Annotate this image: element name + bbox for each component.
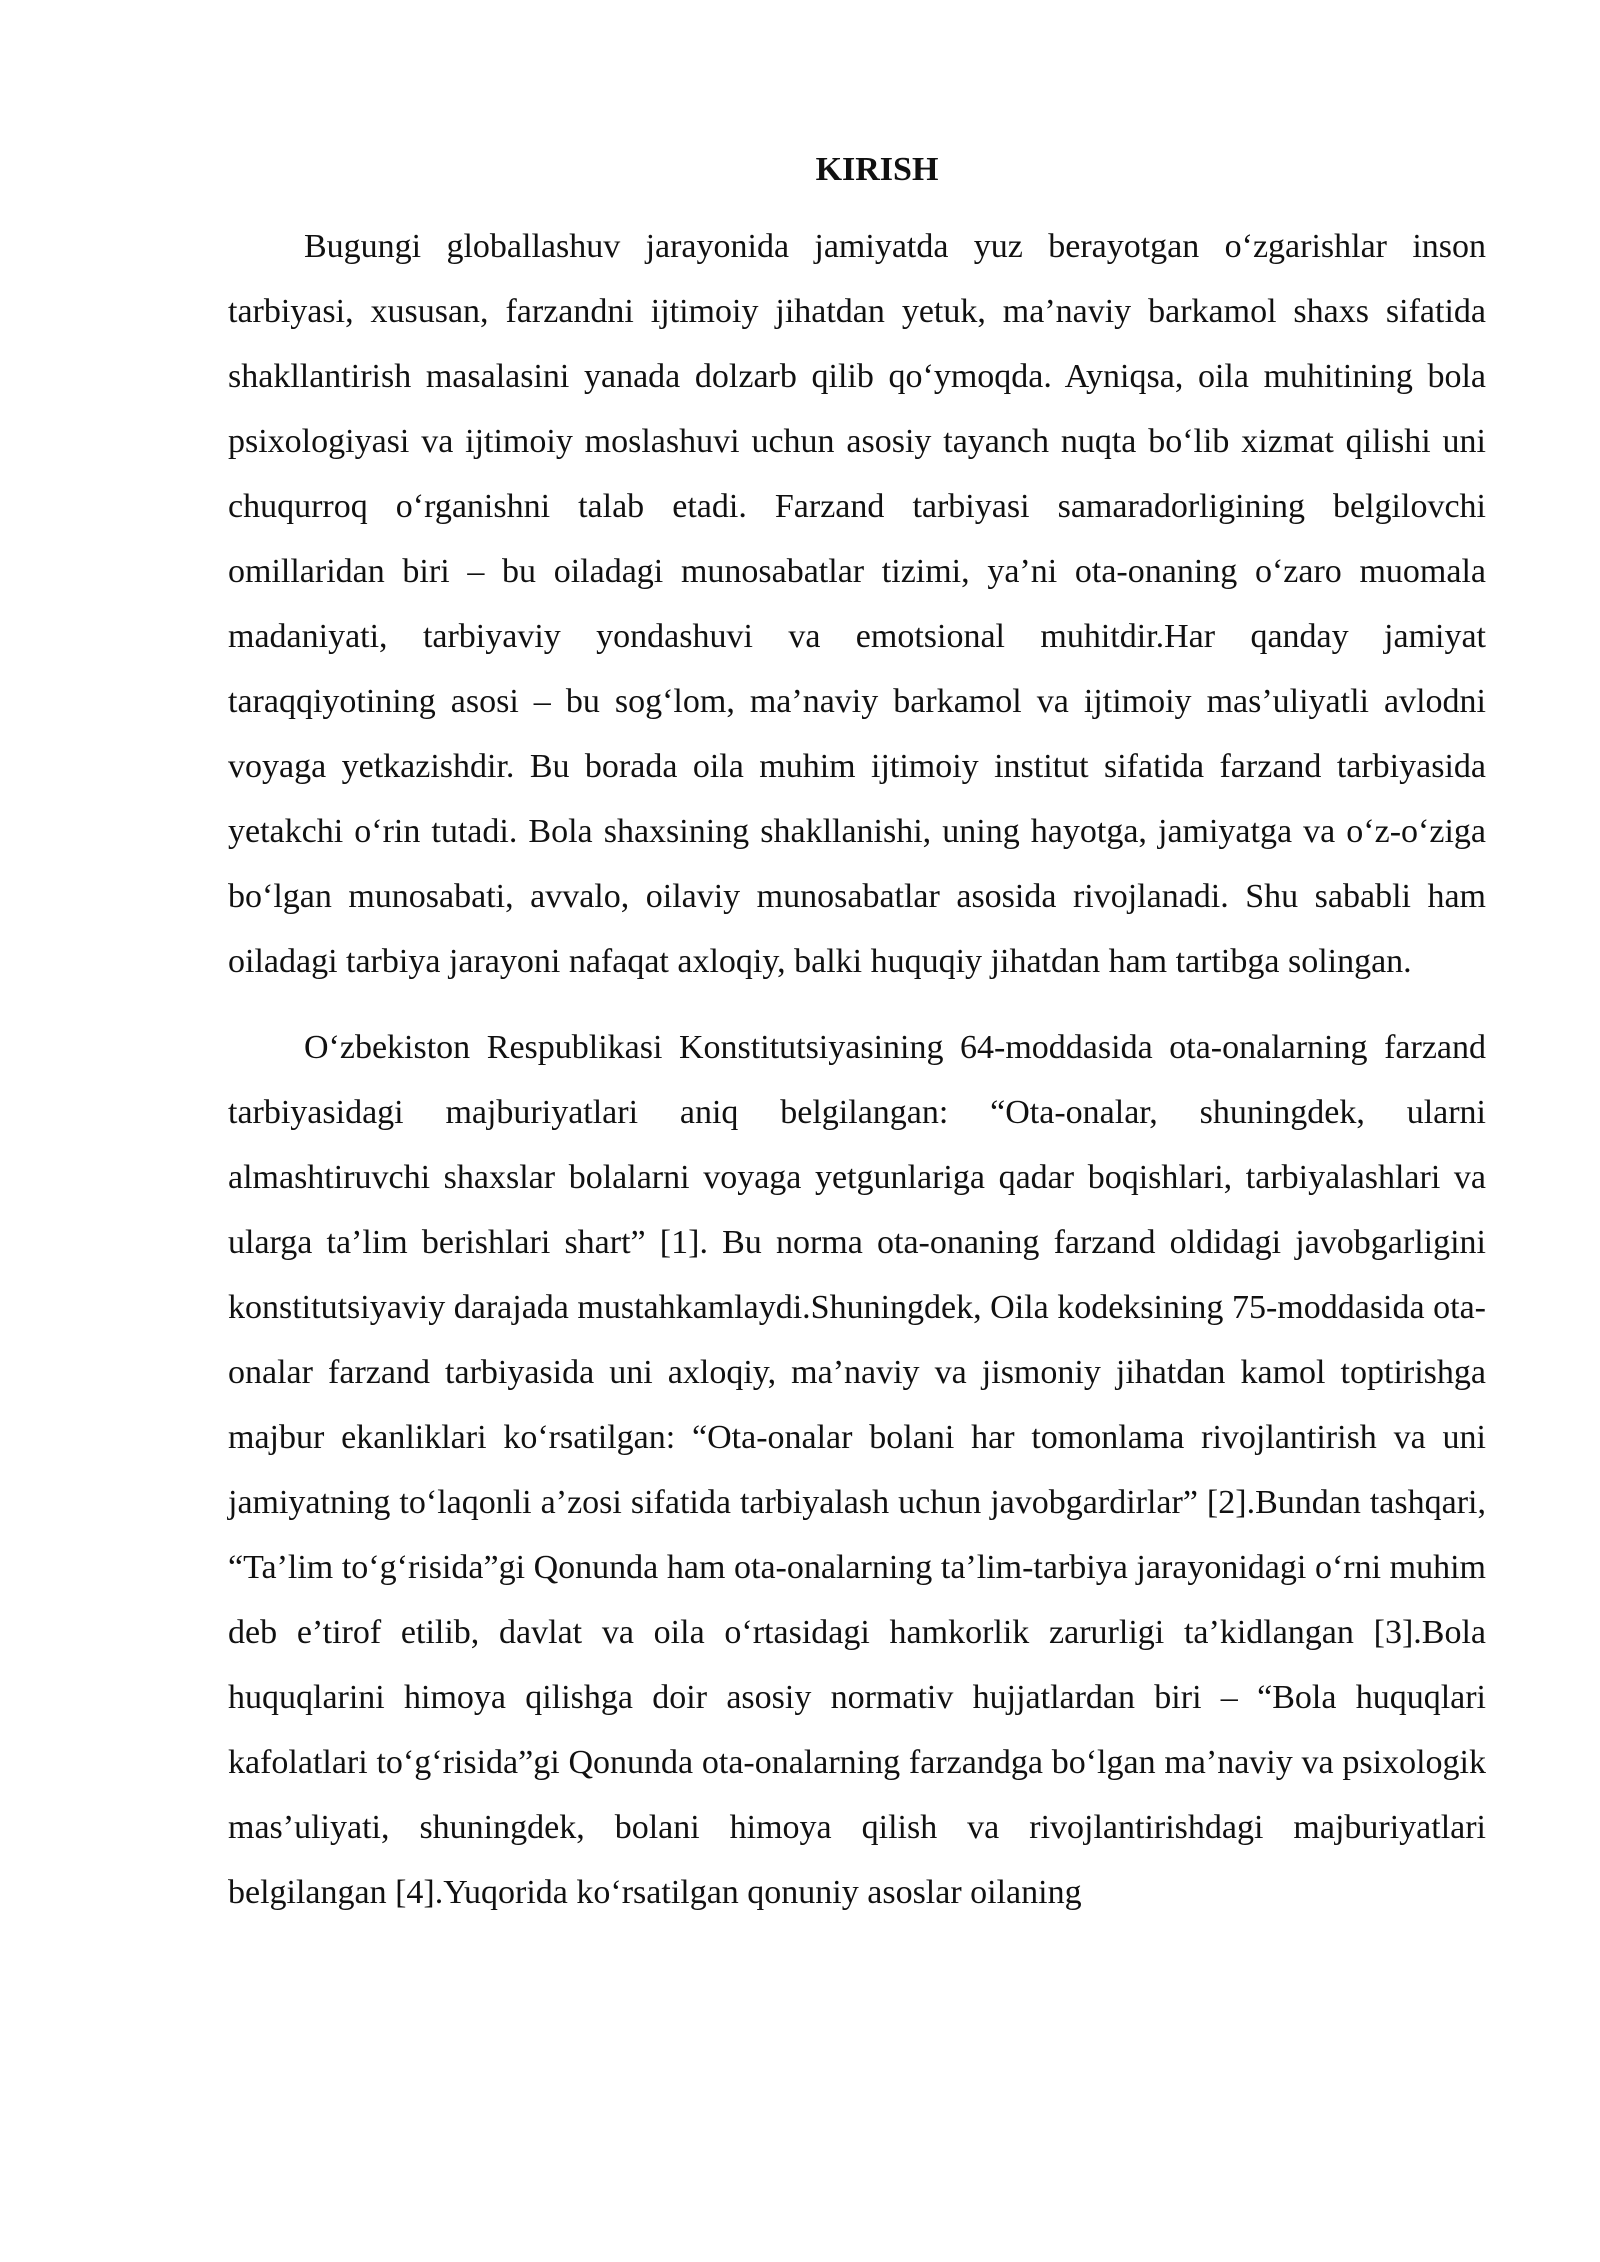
paragraph-1: Bugungi globallashuv jarayonida jamiyatda yuz berayotgan o‘zgarishlar inson tarbiyasi, xususan, farzandni ijtimoiy jihatdan yetuk, ma’naviy barkamol shaxs sifatida shakllantirish masalasini yanada dolzarb qilib qo‘ymoqda. Ayniqsa, oila muhitining bola psixologiyasi va ijtimoiy moslashuvi uchun asosiy tayanch nuqta bo‘lib xizmat qilishi uni chuqurroq o‘rganishni talab etadi. Farzand tarbiyasi samaradorligining belgilovchi omillaridan biri – bu oiladagi munosabatlar tizimi, ya’ni ota-onaning o‘zaro muomala madaniyati, tarbiyaviy yondashuvi va emotsional muhitdir.Har qanday jamiyat taraqqiyotining asosi – bu sog‘lom, ma’naviy barkamol va ijtimoiy mas’uliyatli avlodni voyaga yetkazishdir. Bu borada oila muhim ijtimoiy institut sifatida farzand tarbiyasida yetakchi o‘rin tutadi. Bola shaxsining shakllanishi, uning hayotga, jamiyatga va o‘z-o‘ziga bo‘lgan munosabati, avvalo, oilaviy munosabatlar asosida rivojlanadi. Shu sababli ham oiladagi tarbiya jarayoni nafaqat axloqiy, balki huquqiy jihatdan ham tartibga solingan. [228,228,1486,980]
document-page [228,150,1486,1925]
section-heading: KIRISH [815,151,939,188]
paragraph-2: O‘zbekiston Respublikasi Konstitutsiyasining 64-moddasida ota-onalarning farzand tarbiyasidagi majburiyatlari aniq belgilangan: “Ota-onalar, shuningdek, ularni almashtiruvchi shaxslar bolalarni voyaga yetgunlariga qadar boqishlari, tarbiyalashlari va ularga ta’lim berishlari shart” [1]. Bu norma ota-onaning farzand oldidagi javobgarligini konstitutsiyaviy darajada mustahkamlaydi.Shuningdek, Oila kodeksining 75-moddasida ota-onalar farzand tarbiyasida uni axloqiy, ma’naviy va jismoniy jihatdan kamol toptirishga majbur ekanliklari ko‘rsatilgan: “Ota-onalar bolani har tomonlama rivojlantirish va uni jamiyatning to‘laqonli a’zosi sifatida tarbiyalash uchun javobgardirlar” [2].Bundan tashqari, “Ta’lim to‘g‘risida”gi Qonunda ham ota-onalarning ta’lim-tarbiya jarayonidagi o‘rni muhim deb e’tirof etilib, davlat va oila o‘rtasidagi hamkorlik zarurligi ta’kidlangan [3].Bola huquqlarini himoya qilishga doir asosiy normativ hujjatlardan biri – “Bola huquqlari kafolatlari to‘g‘risida”gi Qonunda ota-onalarning farzandga bo‘lgan ma’naviy va psixologik mas’uliyati, shuningdek, bolani himoya qilish va rivojlantirishdagi majburiyatlari belgilangan [4].Yuqorida ko‘rsatilgan qonuniy asoslar oilaning [228,1029,1486,1911]
